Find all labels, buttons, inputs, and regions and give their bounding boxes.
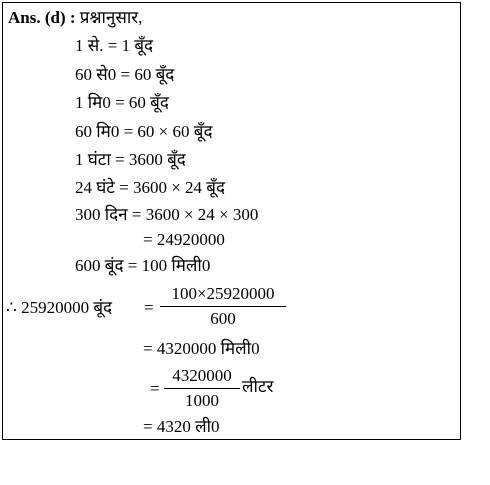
step-1: 1 से. = 1 बूँद [75, 36, 154, 55]
step-6: 24 घंटे = 3600 × 24 बूँद [75, 178, 226, 197]
calc2-numerator: 4320000 [172, 366, 232, 385]
step-9: 600 बूंद = 100 मिली0 [75, 256, 211, 275]
calc1-prefix: ∴ 25920000 बूंद [6, 298, 113, 317]
step-5: 1 घंटा = 3600 बूँद [75, 150, 186, 169]
calc1-equals: = [144, 298, 154, 317]
result-1: = 4320000 मिली0 [143, 339, 260, 358]
result-2: = 4320 ली0 [143, 417, 220, 436]
answer-label: Ans. (d) : [8, 8, 76, 27]
calc2-suffix: लीटर [242, 377, 274, 396]
calc1-fraction [160, 284, 286, 329]
answer-intro: प्रश्नानुसार, [79, 8, 143, 27]
step-3: 1 मि0 = 60 बूँद [75, 93, 169, 112]
calc2-fraction-bar [164, 388, 240, 389]
calc2-denominator: 1000 [185, 391, 219, 410]
calc1-fraction-bar [160, 306, 286, 307]
calc2-equals: = [150, 379, 160, 398]
calc1-numerator: 100×25920000 [171, 284, 275, 303]
calc1-denominator: 600 [210, 309, 236, 328]
step-7: 300 दिन = 3600 × 24 × 300 [75, 205, 259, 224]
answer-header [8, 8, 142, 28]
calc2-fraction [164, 366, 240, 411]
step-2: 60 से0 = 60 बूँद [75, 65, 175, 84]
step-8: = 24920000 [143, 230, 225, 249]
step-4: 60 मि0 = 60 × 60 बूँद [75, 122, 213, 141]
